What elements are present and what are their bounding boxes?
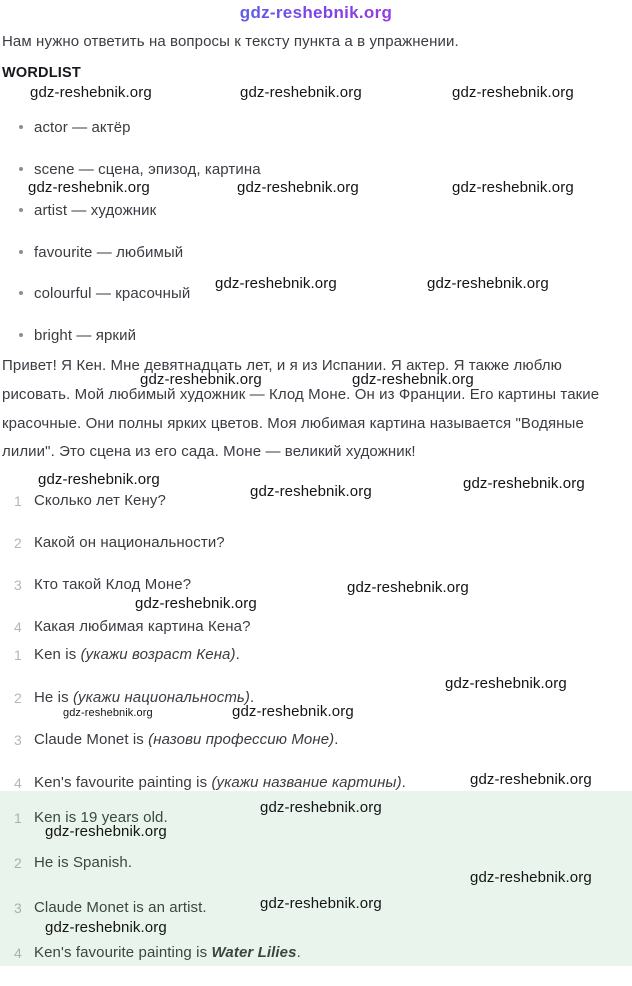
template-number: 4 <box>14 774 22 791</box>
answer-italic-text: Water Lilies <box>211 944 297 961</box>
question-item <box>0 531 632 573</box>
watermark: gdz-reshebnik.org <box>452 179 574 196</box>
template-hint: (укажи название картины) <box>211 773 402 791</box>
answer-number: 3 <box>14 900 22 916</box>
wordlist <box>0 116 632 365</box>
template-hint: (укажи возраст Кена) <box>80 646 236 663</box>
watermark: gdz-reshebnik.org <box>445 675 567 692</box>
wordlist-item-text: artist — художник <box>34 202 157 219</box>
template-end: . <box>401 773 406 791</box>
question-number: 4 <box>14 619 22 635</box>
watermark: gdz-reshebnik.org <box>30 84 152 101</box>
question-number: 1 <box>14 493 22 509</box>
watermark: gdz-reshebnik.org <box>240 84 362 101</box>
bullet-icon <box>19 291 23 295</box>
template-prefix: Claude Monet is <box>34 731 149 748</box>
watermark: gdz-reshebnik.org <box>28 179 150 196</box>
answer-text: He is Spanish. <box>34 854 133 871</box>
template-hint: (укажи национальность) <box>72 688 251 706</box>
answer-number: 1 <box>14 810 22 826</box>
answer-text: Ken is 19 years old. <box>34 809 168 826</box>
wordlist-item-text: scene — сцена, эпизод, картина <box>34 160 261 178</box>
template-number: 3 <box>14 732 22 748</box>
watermark: gdz-reshebnik.org <box>140 371 262 388</box>
bullet-icon <box>19 250 23 254</box>
template-end: . <box>250 688 255 706</box>
watermark: gdz-reshebnik.org <box>427 275 549 292</box>
template-end: . <box>334 731 339 748</box>
watermark: gdz-reshebnik.org <box>260 799 382 816</box>
bullet-icon <box>19 208 23 212</box>
bullet-icon <box>19 125 23 129</box>
answer-number: 2 <box>14 855 22 871</box>
template-end: . <box>235 646 240 663</box>
question-item <box>0 573 632 615</box>
question-number: 2 <box>14 535 22 551</box>
wordlist-item-text: actor — актёр <box>34 119 131 136</box>
template-prefix: He is <box>34 688 73 706</box>
watermark: gdz-reshebnik.org <box>38 471 160 488</box>
translation-text: Привет! Я Кен. Мне девятнадцать лет, и я из Испании. Я актер. Я также люблю рисовать. Мой любимый художник — Клод Моне. Он из Франции. Его картины такие красочные. Они полны ярких цветов. Моя любимая картина называется "Водяные лилии". Это сцена из его сада. Моне — великий художник! <box>2 357 600 461</box>
watermark: gdz-reshebnik.org <box>463 475 585 492</box>
template-prefix: Ken is <box>34 646 81 663</box>
question-text: Какой он национальности? <box>34 534 225 551</box>
watermark: gdz-reshebnik.org <box>237 179 359 196</box>
wordlist-item-text: favourite — любимый <box>34 243 184 261</box>
questions-list <box>0 489 632 657</box>
question-text: Какая любимая картина Кена? <box>34 618 251 635</box>
answer-text: Ken's favourite painting is <box>34 944 212 961</box>
watermark: gdz-reshebnik.org <box>135 595 257 612</box>
answer-text: Claude Monet is an artist. <box>34 899 207 916</box>
watermark: gdz-reshebnik.org <box>470 869 592 886</box>
template-number: 2 <box>14 689 22 706</box>
watermark: gdz-reshebnik.org <box>232 703 354 720</box>
answer-end: . <box>296 944 301 961</box>
wordlist-item-text: bright — яркий <box>34 326 137 344</box>
watermark: gdz-reshebnik.org <box>352 371 474 388</box>
wordlist-title: WORDLIST <box>2 65 81 81</box>
template-hint: (назови профессию Моне) <box>148 731 335 748</box>
question-text: Кто такой Клод Моне? <box>34 576 192 593</box>
answer-item <box>0 941 632 986</box>
intro-text: Нам нужно ответить на вопросы к тексту пункта а в упражнении. <box>2 33 459 50</box>
watermark: gdz-reshebnik.org <box>470 771 592 788</box>
wordlist-item-text: colourful — красочный <box>34 285 191 302</box>
question-number: 3 <box>14 577 22 593</box>
watermark: gdz-reshebnik.org <box>215 275 337 292</box>
watermark: gdz-reshebnik.org <box>260 895 382 912</box>
question-text: Сколько лет Кену? <box>34 492 166 509</box>
list-item <box>0 116 632 158</box>
answer-number: 4 <box>14 945 22 961</box>
watermark: gdz-reshebnik.org <box>45 919 167 936</box>
bullet-icon <box>19 333 23 337</box>
template-number: 1 <box>14 647 22 663</box>
template-item <box>0 728 632 771</box>
watermark: gdz-reshebnik.org <box>347 579 469 596</box>
watermark: gdz-reshebnik.org <box>250 483 372 500</box>
template-prefix: Ken's favourite painting is <box>34 773 212 791</box>
site-logo: gdz-reshebnik.org <box>0 3 632 23</box>
watermark: gdz-reshebnik.org <box>63 707 153 719</box>
watermark: gdz-reshebnik.org <box>452 84 574 101</box>
bullet-icon <box>19 167 23 171</box>
list-item <box>0 199 632 241</box>
watermark: gdz-reshebnik.org <box>45 823 167 840</box>
